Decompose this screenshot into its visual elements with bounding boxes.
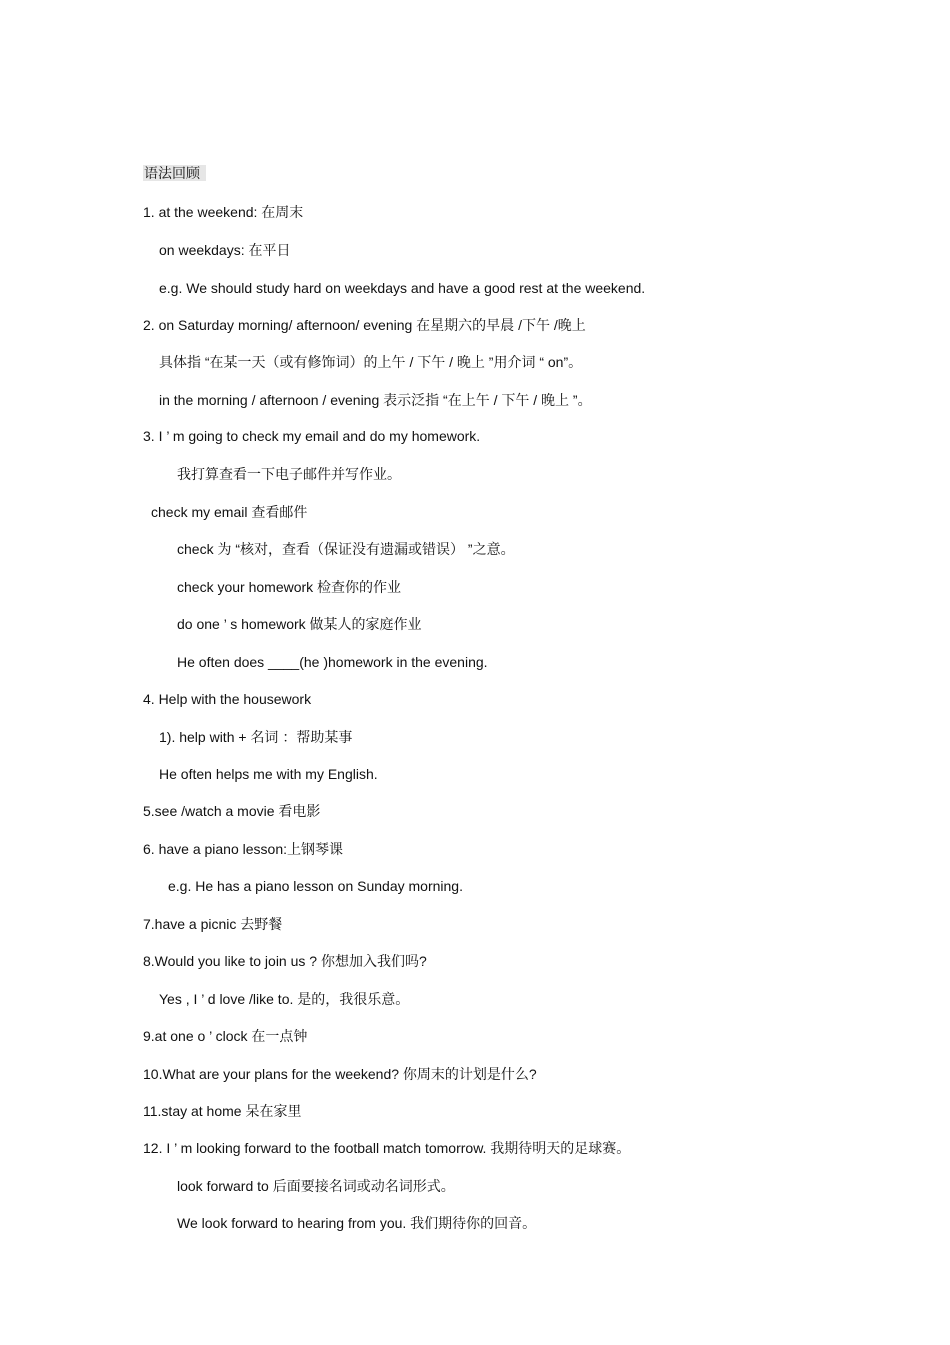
item-7-heading: 7.have a picnic 去野餐 [143, 916, 283, 932]
item-6-heading: 6. have a piano lesson:上钢琴课 [143, 841, 343, 857]
section-title-text: 语法回顾 [143, 165, 206, 181]
section-title [143, 164, 206, 182]
item-12-heading: 12. I ’ m looking forward to the football match tomorrow. 我期待明天的足球赛。 [143, 1140, 631, 1156]
item-3-exercise: He often does ____(he )homework in the evening. [177, 654, 488, 670]
item-3-translation: 我打算查看一下电子邮件并写作业。 [177, 466, 401, 482]
item-2-note: in the morning / afternoon / evening 表示泛指 “在上午 / 下午 / 晚上 ”。 [159, 392, 592, 408]
item-4-heading: 4. Help with the housework [143, 691, 312, 707]
item-9-heading: 9.at one o ’ clock 在一点钟 [143, 1028, 308, 1044]
item-3-phrase: check my email 查看邮件 [151, 504, 308, 520]
item-6-example: e.g. He has a piano lesson on Sunday morning. [168, 878, 463, 894]
item-4-note: 1). help with + 名词 ：帮助某事 [159, 729, 353, 745]
item-11-heading: 11.stay at home 呆在家里 [143, 1103, 302, 1119]
item-8-answer: Yes , I ’ d love /like to. 是的，我很乐意。 [159, 991, 410, 1007]
item-1-heading: 1. at the weekend: 在周末 [143, 204, 304, 220]
item-3-phrase: check your homework 检查你的作业 [177, 579, 402, 595]
item-1-line: on weekdays: 在平日 [159, 242, 291, 258]
item-1-example: e.g. We should study hard on weekdays and have a good rest at the weekend. [159, 280, 646, 296]
item-3-note: check 为 “核对，查看（保证没有遗漏或错误） ”之意。 [177, 541, 515, 557]
item-4-example: He often helps me with my English. [159, 766, 378, 782]
item-8-heading: 8.Would you like to join us ? 你想加入我们吗? [143, 953, 427, 969]
item-3-phrase: do one ’ s homework 做某人的家庭作业 [177, 616, 422, 632]
item-5-heading: 5.see /watch a movie 看电影 [143, 803, 321, 819]
item-12-note: look forward to 后面要接名词或动名词形式。 [177, 1178, 455, 1194]
item-2-note: 具体指 “在某一天（或有修饰词）的上午 / 下午 / 晚上 ”用介词 “ on”。 [159, 354, 583, 370]
item-12-example: We look forward to hearing from you. 我们期待你的回音。 [177, 1215, 537, 1231]
item-10-heading: 10.What are your plans for the weekend? 你周末的计划是什么? [143, 1066, 537, 1082]
item-2-heading: 2. on Saturday morning/ afternoon/ evening 在星期六的早晨 /下午 /晚上 [143, 317, 586, 333]
item-3-heading: 3. I ’ m going to check my email and do my homework. [143, 428, 481, 444]
